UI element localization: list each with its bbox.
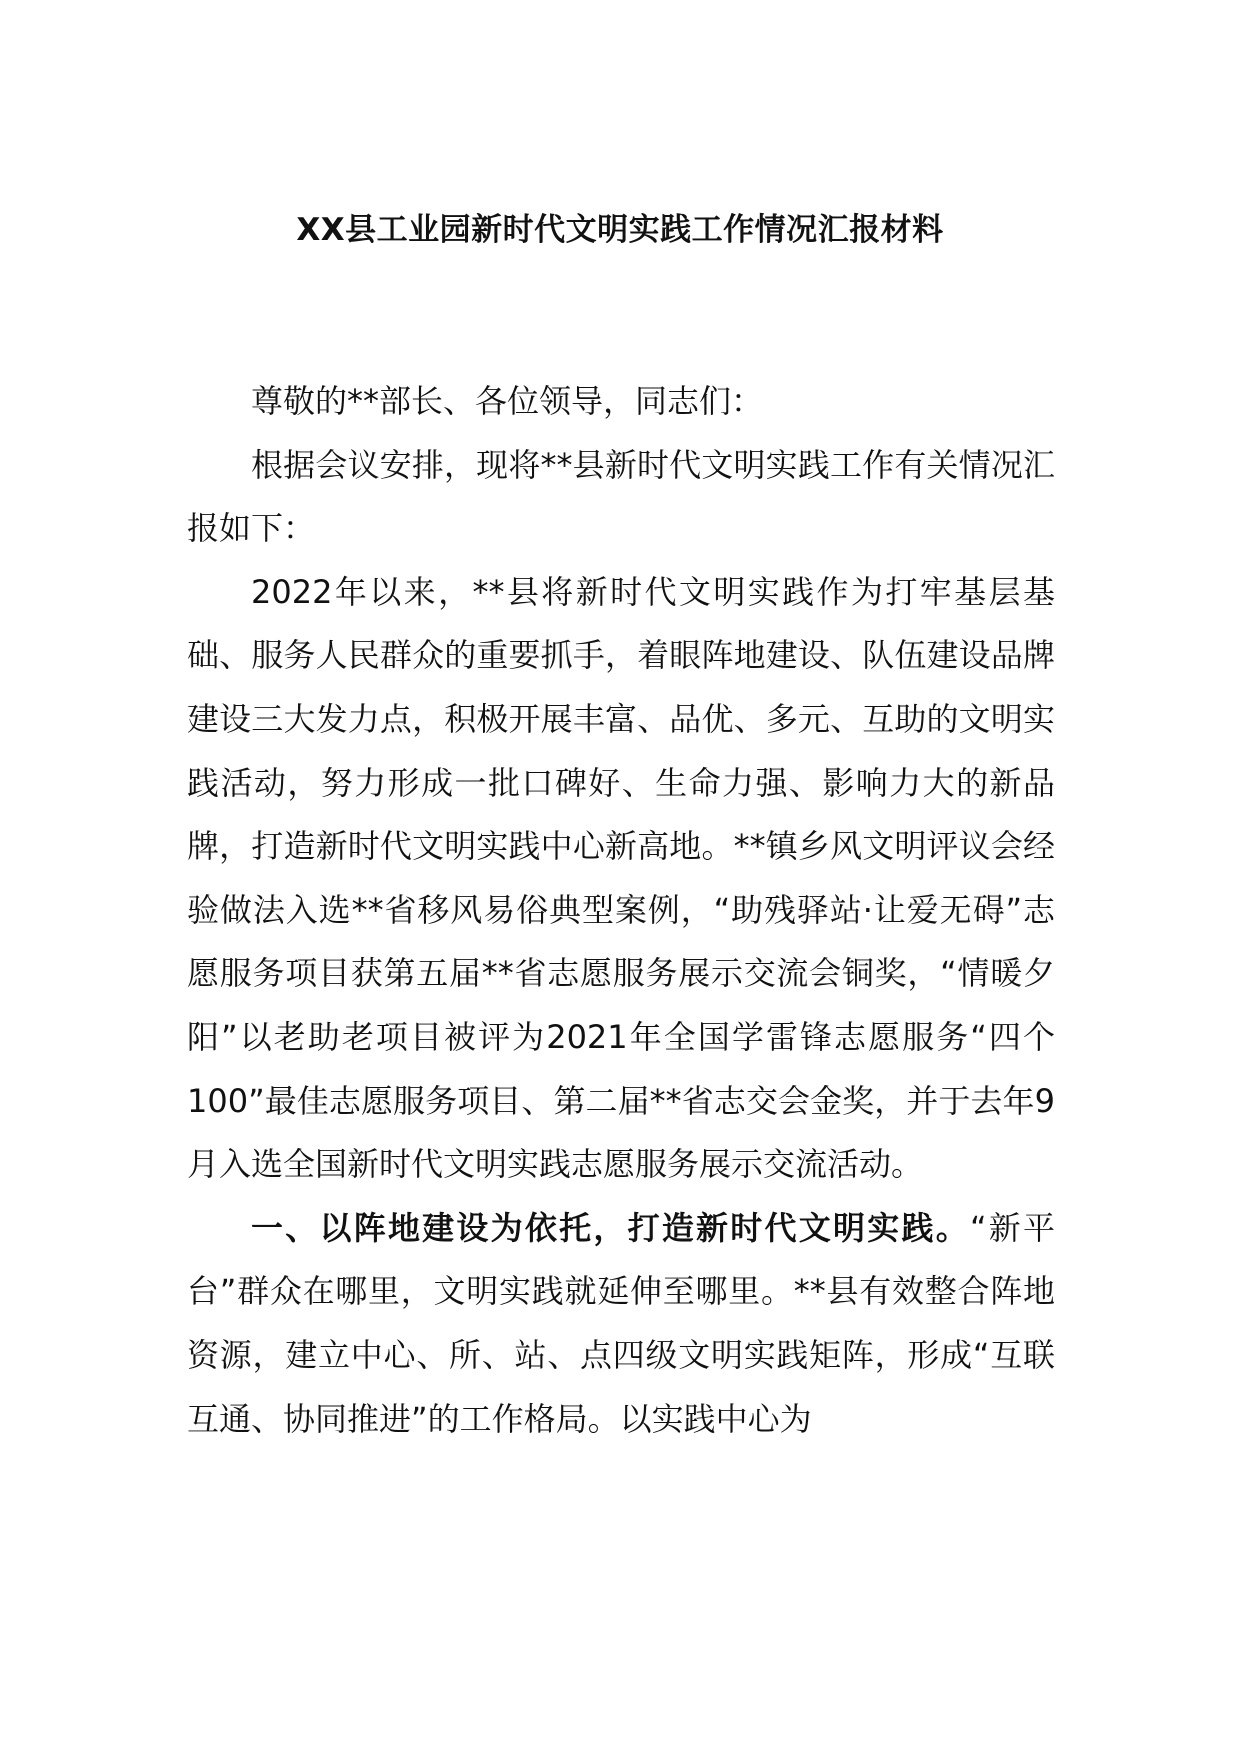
document-body: [187, 370, 1055, 1451]
intro-paragraph: 根据会议安排，现将**县新时代文明实践工作有关情况汇报如下：: [187, 445, 1055, 548]
greeting-line: 尊敬的**部长、各位领导，同志们：: [251, 382, 764, 420]
document-title: XX县工业园新时代文明实践工作情况汇报材料: [296, 212, 944, 248]
section-1-heading: 一、以阵地建设为依托，打造新时代文明实践。: [251, 1208, 970, 1247]
section-1-paragraph: [187, 1197, 1055, 1451]
section-1-text: “新平台”群众在哪里，文明实践就延伸至哪里。**县有效整合阵地资源，建立中心、所、站、点四级文明实践矩阵，形成“互联互通、协同推进”的工作格局。以实践中心为: [187, 1208, 1055, 1438]
summary-paragraph: 2022年以来，**县将新时代文明实践作为打牢基层基础、服务人民群众的重要抓手，着眼阵地建设、队伍建设品牌建设三大发力点，积极开展丰富、品优、多元、互助的文明实践活动，努力形成一批口碑好、生命力强、影响力大的新品牌，打造新时代文明实践中心新高地。**镇乡风文明评议会经验做法入选**省移风易俗典型案例，“助残驿站·让爱无碍”志愿服务项目获第五届**省志愿服务展示交流会铜奖，“情暖夕阳”以老助老项目被评为2021年全国学雷锋志愿服务“四个100”最佳志愿服务项目、第二届**省志交会金奖，并于去年9月入选全国新时代文明实践志愿服务展示交流活动。: [187, 572, 1055, 1184]
